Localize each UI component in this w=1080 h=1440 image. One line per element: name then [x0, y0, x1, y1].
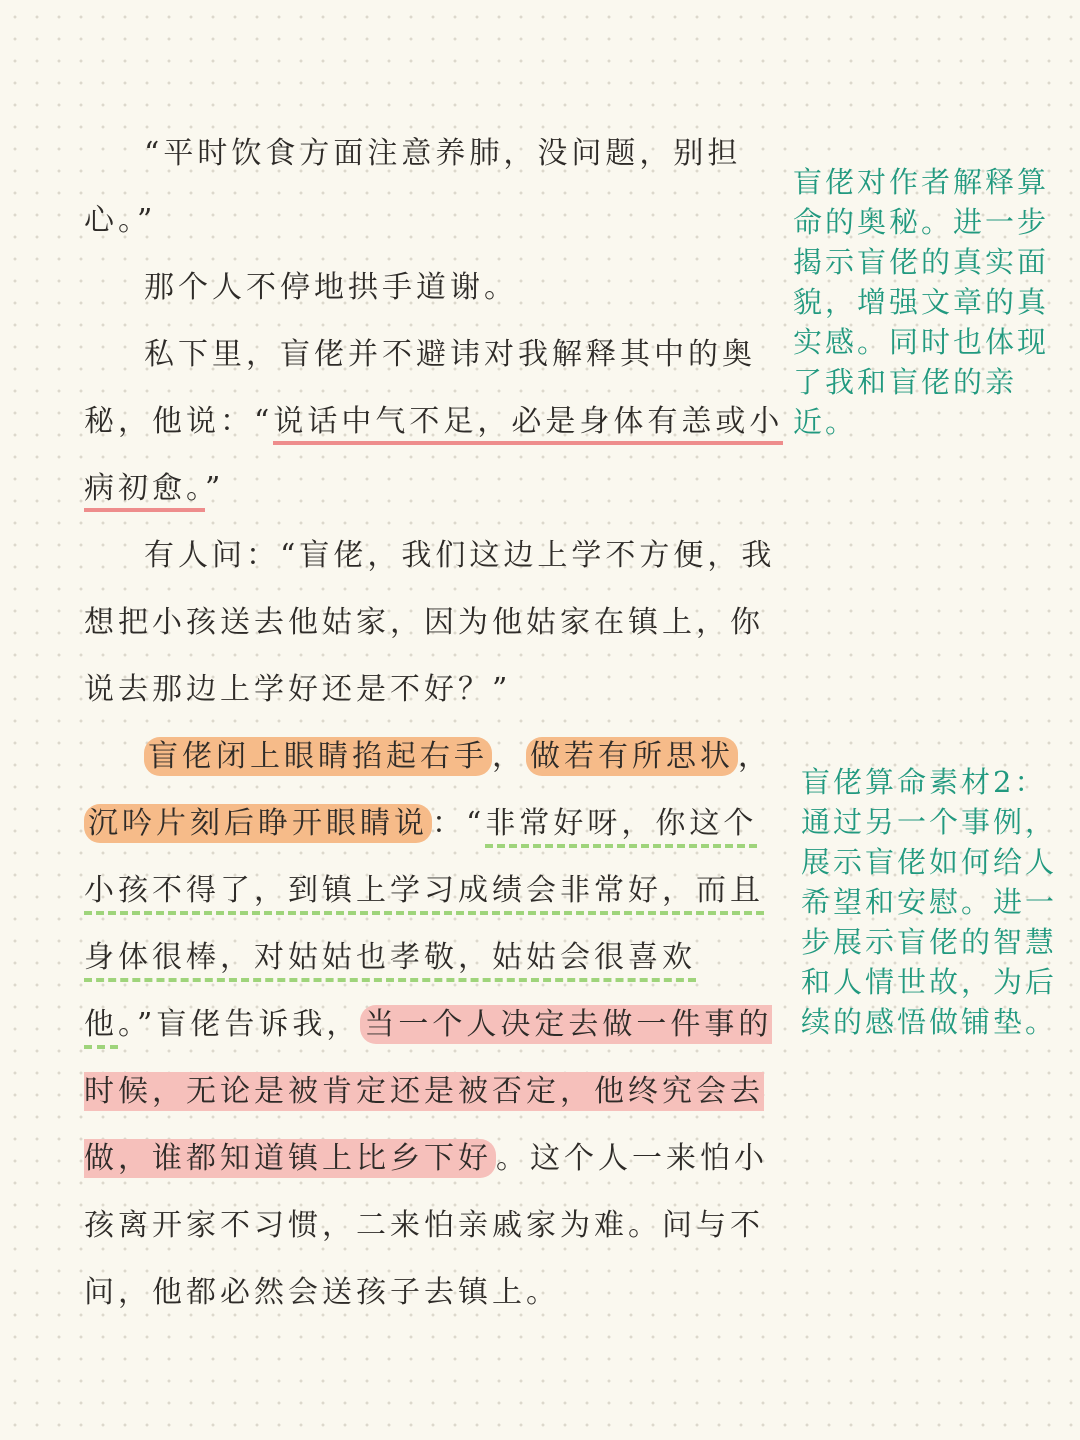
orange-highlight-action-2: 做若有所思状	[526, 737, 738, 776]
closing-quote: ”	[205, 471, 225, 506]
paragraph-3-lead: 私下里，盲佬并不避讳对我解释其中的奥秘，他说：“	[84, 337, 756, 439]
narration: 。”盲佬告诉我，	[118, 1007, 361, 1042]
paragraph-5	[84, 723, 784, 1326]
orange-highlight-action-1: 盲佬闭上眼睛掐起右手	[144, 737, 492, 776]
annotation-note-2-body: 通过另一个事例，展示盲佬如何给人希望和安慰。进一步展示盲佬的智慧和人情世故，为后续的感悟做铺垫。	[801, 805, 1058, 1039]
paragraph-4: 有人问：“盲佬，我们这边上学不方便，我想把小孩送去他姑家，因为他姑家在镇上，你说去那边上学好还是不好？”	[84, 538, 776, 707]
pink-highlight-insight: 当一个人决定去做一件事的时候，无论是被肯定还是被否定，他终究会去做，谁都知道镇上比乡下好	[84, 1007, 773, 1176]
essay-excerpt	[84, 120, 784, 1326]
annotation-note-1: 盲佬对作者解释算命的奥秘。进一步揭示盲佬的真实面貌，增强文章的真实感。同时也体现了我和盲佬的亲近。	[793, 165, 1050, 439]
orange-highlight-action-3: 沉吟片刻后睁开眼睛说	[84, 804, 432, 843]
paragraph-3	[84, 321, 784, 522]
punctuation: ，	[738, 739, 772, 774]
annotation-note-2-title: 盲佬算命素材2：	[801, 765, 1047, 799]
punctuation: ，	[492, 739, 526, 774]
pink-underlined-quote: 说话中气不足，必是身体有恙或小病初愈。	[84, 404, 783, 512]
narration-end: 。这个人一来怕小孩离开家不习惯，二来怕亲戚家为难。问与不问，他都必然会送孩子去镇上。	[84, 1141, 768, 1310]
paragraph-2: 那个人不停地拱手道谢。	[144, 270, 518, 305]
green-dashed-underlined-quote: 非常好呀，你这个小孩不得了，到镇上学习成绩会非常好，而且身体很棒，对姑姑也孝敬，姑姑会很喜欢他	[84, 806, 764, 1049]
punctuation: ：“	[432, 806, 486, 841]
annotation-note-2	[801, 762, 1069, 1042]
paragraph-1: “平时饮食方面注意养肺，没问题，别担心。”	[84, 136, 742, 238]
